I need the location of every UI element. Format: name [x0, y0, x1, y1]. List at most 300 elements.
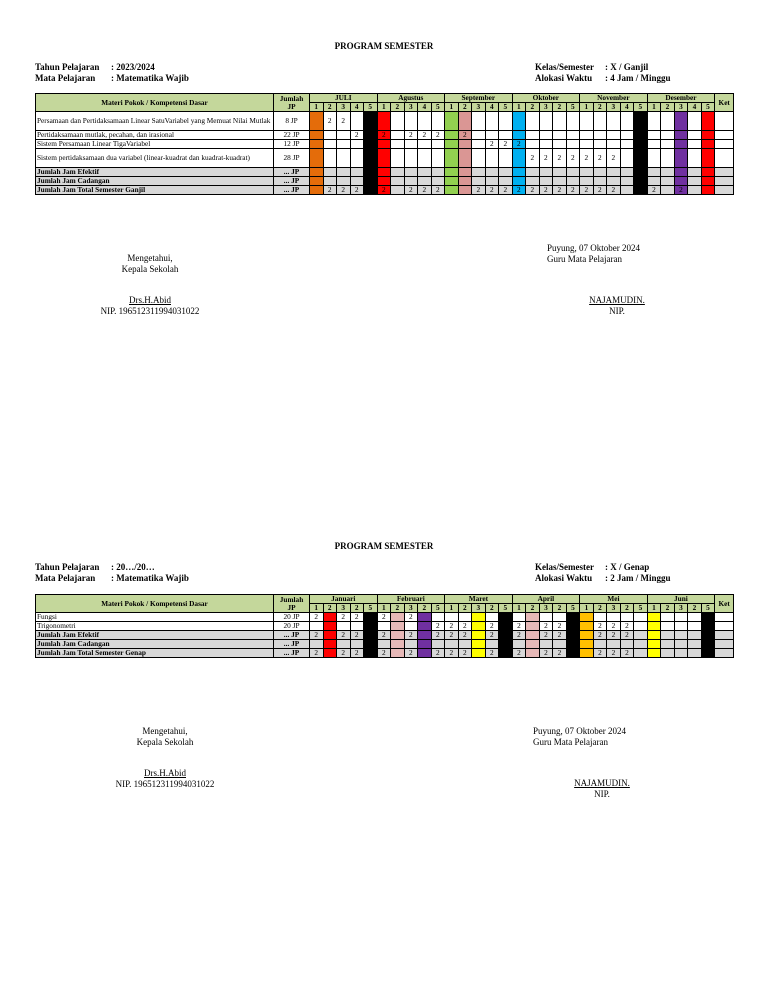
header-week: 4 — [688, 103, 702, 112]
week-cell — [472, 631, 486, 640]
week-cell — [418, 631, 432, 640]
tahun-label: Tahun Pelajaran — [35, 62, 100, 72]
week-cell — [391, 631, 405, 640]
sig-right-line1: Puyung, 07 Oktober 2024 — [533, 726, 626, 736]
header-week: 1 — [377, 103, 391, 112]
week-cell: 2 — [310, 613, 324, 622]
week-cell — [539, 640, 553, 649]
week-cell: 2 — [566, 149, 580, 168]
header-week: 2 — [323, 604, 337, 613]
mapel-label: Mata Pelajaran — [35, 73, 96, 83]
week-cell — [526, 640, 540, 649]
semester-ganjil-section — [0, 0, 768, 500]
week-cell — [688, 149, 702, 168]
sig-left-line1: Mengetahui, — [127, 253, 173, 263]
week-cell — [580, 131, 594, 140]
teacher-name: NAJAMUDIN. — [574, 778, 630, 788]
week-cell — [418, 140, 432, 149]
week-cell — [620, 112, 634, 131]
week-cell — [674, 640, 688, 649]
header-week: 3 — [607, 103, 621, 112]
week-cell — [391, 186, 405, 195]
week-cell — [688, 622, 702, 631]
week-cell — [580, 649, 594, 658]
week-cell — [377, 177, 391, 186]
week-cell — [404, 140, 418, 149]
header-week: 5 — [634, 604, 648, 613]
week-cell — [512, 131, 526, 140]
summary-row — [36, 177, 734, 186]
header-week: 5 — [701, 103, 715, 112]
header-materi: Materi Pokok / Kompetensi Dasar — [36, 94, 274, 112]
week-cell — [526, 622, 540, 631]
week-cell — [418, 168, 432, 177]
week-cell: 2 — [418, 186, 432, 195]
header-week: 1 — [445, 103, 459, 112]
week-cell — [661, 622, 675, 631]
week-cell — [445, 149, 459, 168]
week-cell — [337, 131, 351, 140]
week-cell: 2 — [553, 186, 567, 195]
week-cell: 2 — [377, 186, 391, 195]
header-jumlah-jp: Jumlah JP — [274, 595, 310, 613]
week-cell — [701, 168, 715, 177]
ket-cell — [715, 168, 734, 177]
week-cell: 2 — [350, 613, 364, 622]
week-cell: 2 — [593, 186, 607, 195]
teacher-name: NAJAMUDIN. — [589, 295, 645, 305]
week-cell — [647, 622, 661, 631]
header-month: Agustus — [377, 94, 445, 103]
week-cell — [566, 613, 580, 622]
week-cell — [512, 112, 526, 131]
week-cell: 2 — [620, 622, 634, 631]
header-week: 5 — [634, 103, 648, 112]
week-cell — [566, 640, 580, 649]
week-cell — [337, 168, 351, 177]
header-week: 4 — [418, 103, 432, 112]
week-cell: 2 — [607, 649, 621, 658]
header-week: 2 — [553, 604, 567, 613]
week-cell: 2 — [458, 622, 472, 631]
week-cell — [566, 140, 580, 149]
table-row — [36, 622, 734, 631]
week-cell — [323, 149, 337, 168]
week-cell — [377, 168, 391, 177]
week-cell — [688, 613, 702, 622]
header-week: 2 — [485, 604, 499, 613]
week-cell — [512, 640, 526, 649]
week-cell — [499, 168, 513, 177]
week-cell — [431, 613, 445, 622]
week-cell — [580, 112, 594, 131]
week-cell: 2 — [593, 622, 607, 631]
week-cell — [661, 168, 675, 177]
week-cell — [607, 640, 621, 649]
header-month: Oktober — [512, 94, 580, 103]
week-cell — [364, 140, 378, 149]
week-cell: 2 — [539, 149, 553, 168]
week-cell: 2 — [472, 186, 486, 195]
week-cell — [350, 149, 364, 168]
week-cell — [364, 631, 378, 640]
header-week: 5 — [499, 604, 513, 613]
week-cell: 2 — [431, 649, 445, 658]
materi-cell: Sistem pertidaksamaan dua variabel (linear-kuadrat dan kuadrat-kuadrat) — [36, 149, 274, 168]
header-week: 3 — [404, 604, 418, 613]
week-cell — [634, 640, 648, 649]
week-cell: 2 — [445, 631, 459, 640]
alokasi-value: : 4 Jam / Minggu — [605, 73, 671, 83]
week-cell — [445, 168, 459, 177]
week-cell — [364, 649, 378, 658]
week-cell — [539, 168, 553, 177]
week-cell: 2 — [377, 613, 391, 622]
week-cell — [404, 177, 418, 186]
week-cell — [458, 112, 472, 131]
week-cell — [701, 131, 715, 140]
week-cell — [472, 112, 486, 131]
week-cell — [337, 622, 351, 631]
header-week: 2 — [323, 103, 337, 112]
week-cell: 2 — [337, 613, 351, 622]
week-cell — [593, 640, 607, 649]
week-cell: 2 — [539, 622, 553, 631]
week-cell: 2 — [620, 649, 634, 658]
week-cell: 2 — [607, 186, 621, 195]
header-jumlah-jp: Jumlah JP — [274, 94, 310, 112]
week-cell: 2 — [566, 186, 580, 195]
header-week: 5 — [566, 604, 580, 613]
week-cell: 2 — [431, 622, 445, 631]
week-cell — [688, 140, 702, 149]
week-cell — [364, 168, 378, 177]
week-cell: 2 — [431, 186, 445, 195]
week-cell — [418, 649, 432, 658]
week-cell — [620, 131, 634, 140]
header-week: 2 — [418, 604, 432, 613]
week-cell — [580, 640, 594, 649]
week-cell — [634, 112, 648, 131]
header-month: November — [580, 94, 648, 103]
materi-cell: Jumlah Jam Efektif — [36, 168, 274, 177]
week-cell — [647, 140, 661, 149]
week-cell — [404, 112, 418, 131]
week-cell — [499, 622, 513, 631]
week-cell — [607, 140, 621, 149]
week-cell — [472, 622, 486, 631]
week-cell — [539, 177, 553, 186]
header-week: 2 — [553, 103, 567, 112]
week-cell — [634, 622, 648, 631]
header-week: 2 — [593, 103, 607, 112]
week-cell — [661, 631, 675, 640]
header-week: 3 — [607, 604, 621, 613]
week-cell — [485, 168, 499, 177]
week-cell — [701, 631, 715, 640]
week-cell: 2 — [485, 186, 499, 195]
week-cell — [580, 622, 594, 631]
mapel-label: Mata Pelajaran — [35, 573, 96, 583]
week-cell: 2 — [526, 149, 540, 168]
week-cell — [418, 149, 432, 168]
week-cell — [350, 112, 364, 131]
header-week: 1 — [310, 103, 324, 112]
week-cell — [620, 149, 634, 168]
header-week: 5 — [364, 604, 378, 613]
week-cell — [458, 168, 472, 177]
week-cell — [580, 177, 594, 186]
header-week: 3 — [674, 604, 688, 613]
week-cell — [566, 649, 580, 658]
tahun-label: Tahun Pelajaran — [35, 562, 100, 572]
header-week: 1 — [647, 604, 661, 613]
week-cell — [674, 613, 688, 622]
week-cell — [391, 112, 405, 131]
week-cell — [377, 640, 391, 649]
table-row — [36, 613, 734, 622]
materi-cell: Sistem Persamaan Linear TigaVariabel — [36, 140, 274, 149]
week-cell — [701, 177, 715, 186]
week-cell — [566, 177, 580, 186]
signature-left-name — [70, 295, 230, 317]
signature-right — [533, 726, 673, 748]
header-ket: Ket — [715, 94, 734, 112]
week-cell — [364, 177, 378, 186]
week-cell — [499, 131, 513, 140]
kelas-label: Kelas/Semester — [535, 62, 594, 72]
week-cell — [553, 131, 567, 140]
week-cell — [607, 168, 621, 177]
sig-right-line2: Guru Mata Pelajaran — [533, 737, 608, 747]
header-week: 2 — [391, 103, 405, 112]
week-cell — [512, 149, 526, 168]
header-week: 1 — [580, 103, 594, 112]
table-row — [36, 112, 734, 131]
week-cell: 2 — [431, 631, 445, 640]
week-cell: 2 — [431, 131, 445, 140]
week-cell — [701, 140, 715, 149]
week-cell — [526, 613, 540, 622]
week-cell — [661, 112, 675, 131]
week-cell — [404, 149, 418, 168]
teacher-nip: NIP. — [594, 789, 610, 799]
header-week: 1 — [310, 604, 324, 613]
week-cell — [539, 613, 553, 622]
signature-left — [105, 726, 225, 748]
mapel-value: : Matematika Wajib — [111, 573, 189, 583]
week-cell — [593, 112, 607, 131]
week-cell: 2 — [404, 631, 418, 640]
header-left-info — [35, 62, 189, 84]
week-cell — [458, 177, 472, 186]
week-cell — [647, 177, 661, 186]
jp-cell: ... JP — [274, 640, 310, 649]
week-cell — [553, 140, 567, 149]
week-cell: 2 — [580, 186, 594, 195]
week-cell — [688, 177, 702, 186]
week-cell — [661, 140, 675, 149]
header-week: 3 — [337, 103, 351, 112]
week-cell — [647, 649, 661, 658]
signature-right — [547, 243, 687, 265]
week-cell — [674, 177, 688, 186]
header-week: 2 — [458, 604, 472, 613]
week-cell — [593, 613, 607, 622]
header-week: 2 — [661, 103, 675, 112]
week-cell — [472, 649, 486, 658]
jp-cell: 12 JP — [274, 140, 310, 149]
header-week: 4 — [620, 103, 634, 112]
jp-cell: ... JP — [274, 177, 310, 186]
header-week: 1 — [512, 103, 526, 112]
week-cell — [323, 140, 337, 149]
week-cell — [391, 640, 405, 649]
signature-right-name — [552, 778, 652, 800]
week-cell — [323, 640, 337, 649]
tahun-value: : 20…/20… — [111, 562, 155, 572]
header-right-info — [535, 62, 671, 84]
sig-left-line2: Kepala Sekolah — [136, 737, 194, 747]
week-cell — [526, 168, 540, 177]
jp-cell: 20 JP — [274, 622, 310, 631]
header-week: 5 — [431, 103, 445, 112]
week-cell — [661, 186, 675, 195]
ket-cell — [715, 140, 734, 149]
header-week: 1 — [377, 604, 391, 613]
week-cell — [431, 640, 445, 649]
header-right-info — [535, 562, 671, 584]
summary-row — [36, 640, 734, 649]
week-cell — [310, 140, 324, 149]
week-cell: 2 — [458, 131, 472, 140]
week-cell: 2 — [499, 186, 513, 195]
week-cell — [634, 649, 648, 658]
week-cell — [620, 168, 634, 177]
week-cell — [607, 131, 621, 140]
week-cell: 2 — [634, 186, 648, 195]
week-cell — [620, 186, 634, 195]
header-week: 3 — [539, 604, 553, 613]
table-row — [36, 131, 734, 140]
week-cell — [701, 112, 715, 131]
week-cell — [701, 149, 715, 168]
week-cell: 2 — [512, 186, 526, 195]
week-cell: 2 — [553, 149, 567, 168]
sig-right-line2: Guru Mata Pelajaran — [547, 254, 622, 264]
week-cell — [310, 177, 324, 186]
header-materi: Materi Pokok / Kompetensi Dasar — [36, 595, 274, 613]
week-cell — [350, 640, 364, 649]
week-cell — [485, 149, 499, 168]
week-cell — [688, 649, 702, 658]
week-cell — [539, 131, 553, 140]
week-cell: 2 — [580, 149, 594, 168]
week-cell — [472, 131, 486, 140]
week-cell — [661, 613, 675, 622]
week-cell: 2 — [593, 631, 607, 640]
week-cell — [418, 112, 432, 131]
week-cell — [499, 112, 513, 131]
jp-cell: ... JP — [274, 186, 310, 195]
week-cell: 2 — [512, 631, 526, 640]
jp-cell: 22 JP — [274, 131, 310, 140]
week-cell: 2 — [553, 622, 567, 631]
week-cell — [620, 177, 634, 186]
week-cell — [553, 168, 567, 177]
week-cell: 2 — [310, 649, 324, 658]
week-cell — [634, 631, 648, 640]
kelas-value: : X / Genap — [605, 562, 650, 572]
week-cell — [391, 177, 405, 186]
header-week: 3 — [404, 103, 418, 112]
header-month: April — [512, 595, 580, 604]
week-cell — [323, 177, 337, 186]
header-month: JULI — [310, 94, 378, 103]
mapel-value: : Matematika Wajib — [111, 73, 189, 83]
header-month: Januari — [310, 595, 378, 604]
week-cell — [418, 177, 432, 186]
week-cell — [499, 613, 513, 622]
header-week: 5 — [701, 604, 715, 613]
week-cell — [364, 640, 378, 649]
week-cell: 2 — [526, 186, 540, 195]
header-week: 4 — [350, 103, 364, 112]
week-cell — [472, 640, 486, 649]
week-cell: 2 — [593, 149, 607, 168]
program-table — [35, 594, 734, 658]
headmaster-name: Drs.H.Abid — [144, 768, 186, 778]
week-cell — [350, 140, 364, 149]
week-cell — [337, 149, 351, 168]
week-cell — [364, 112, 378, 131]
week-cell — [647, 149, 661, 168]
week-cell — [323, 622, 337, 631]
week-cell — [310, 131, 324, 140]
jp-cell: 20 JP — [274, 613, 310, 622]
week-cell — [364, 613, 378, 622]
week-cell — [580, 613, 594, 622]
week-cell — [701, 613, 715, 622]
header-month: Juni — [647, 595, 715, 604]
header-ket: Ket — [715, 595, 734, 613]
header-week: 1 — [512, 604, 526, 613]
sig-right-line1: Puyung, 07 Oktober 2024 — [547, 243, 640, 253]
week-cell — [620, 640, 634, 649]
week-cell: 2 — [350, 131, 364, 140]
ket-cell — [715, 631, 734, 640]
header-week: 2 — [688, 604, 702, 613]
ket-cell — [715, 131, 734, 140]
week-cell — [674, 131, 688, 140]
header-month: Februari — [377, 595, 445, 604]
week-cell — [607, 613, 621, 622]
week-cell — [526, 631, 540, 640]
week-cell — [323, 168, 337, 177]
jp-cell: ... JP — [274, 631, 310, 640]
week-cell — [418, 613, 432, 622]
ket-cell — [715, 649, 734, 658]
week-cell: 2 — [607, 631, 621, 640]
alokasi-value: : 2 Jam / Minggu — [605, 573, 671, 583]
summary-row — [36, 649, 734, 658]
week-cell — [620, 613, 634, 622]
week-cell: 2 — [350, 631, 364, 640]
teacher-nip: NIP. — [609, 306, 625, 316]
week-cell — [404, 640, 418, 649]
week-cell — [418, 640, 432, 649]
week-cell — [323, 613, 337, 622]
